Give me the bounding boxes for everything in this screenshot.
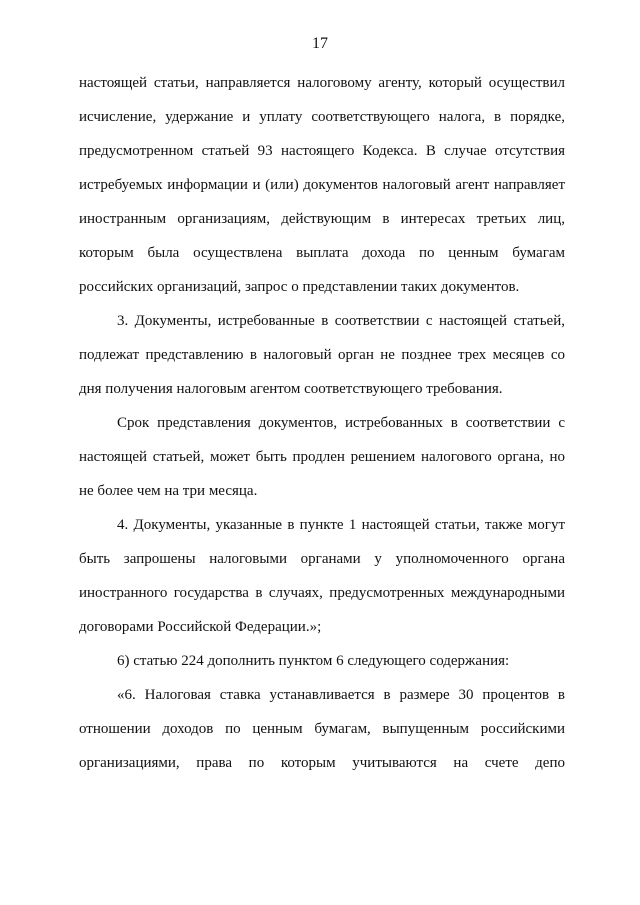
- text-line: «6. Налоговая ставка устанавливается в размере 30 процентов в: [117, 687, 565, 703]
- document-body: [79, 66, 565, 780]
- text-line: истребуемых информации и (или) документов налоговый агент направляет: [79, 177, 565, 193]
- text-line: настоящей статьи, направляется налоговому агенту, который осуществил: [79, 75, 565, 91]
- text-line: 3. Документы, истребованные в соответствии с настоящей статьей,: [117, 313, 565, 329]
- text-line: быть запрошены налоговыми органами у уполномоченного органа: [79, 551, 565, 567]
- text-line: российских организаций, запрос о представлении таких документов.: [79, 279, 520, 295]
- text-line: договорами Российской Федерации.»;: [79, 619, 322, 635]
- text-line: не более чем на три месяца.: [79, 483, 258, 499]
- text-line: 4. Документы, указанные в пункте 1 настоящей статьи, также могут: [117, 517, 565, 533]
- text-line: исчисление, удержание и уплату соответствующего налога, в порядке,: [79, 109, 565, 125]
- text-line: подлежат представлению в налоговый орган не позднее трех месяцев со: [79, 347, 565, 363]
- text-line: Срок представления документов, истребованных в соответствии с: [117, 415, 565, 431]
- text-line: иностранного государства в случаях, предусмотренных международными: [79, 585, 565, 601]
- text-line: дня получения налоговым агентом соответствующего требования.: [79, 381, 503, 397]
- text-line: отношении доходов по ценным бумагам, выпущенным российскими: [79, 721, 565, 737]
- text-line: настоящей статьей, может быть продлен решением налогового органа, но: [79, 449, 565, 465]
- text-line: 6) статью 224 дополнить пунктом 6 следующего содержания:: [117, 653, 510, 669]
- text-line: иностранным организациям, действующим в интересах третьих лиц,: [79, 211, 565, 227]
- text-line: предусмотренном статьей 93 настоящего Кодекса. В случае отсутствия: [79, 143, 565, 159]
- text-line: которым была осуществлена выплата дохода по ценным бумагам: [79, 245, 565, 261]
- text-line: организациями, права по которым учитываются на счете депо: [79, 755, 565, 771]
- page-number: 17: [312, 35, 328, 52]
